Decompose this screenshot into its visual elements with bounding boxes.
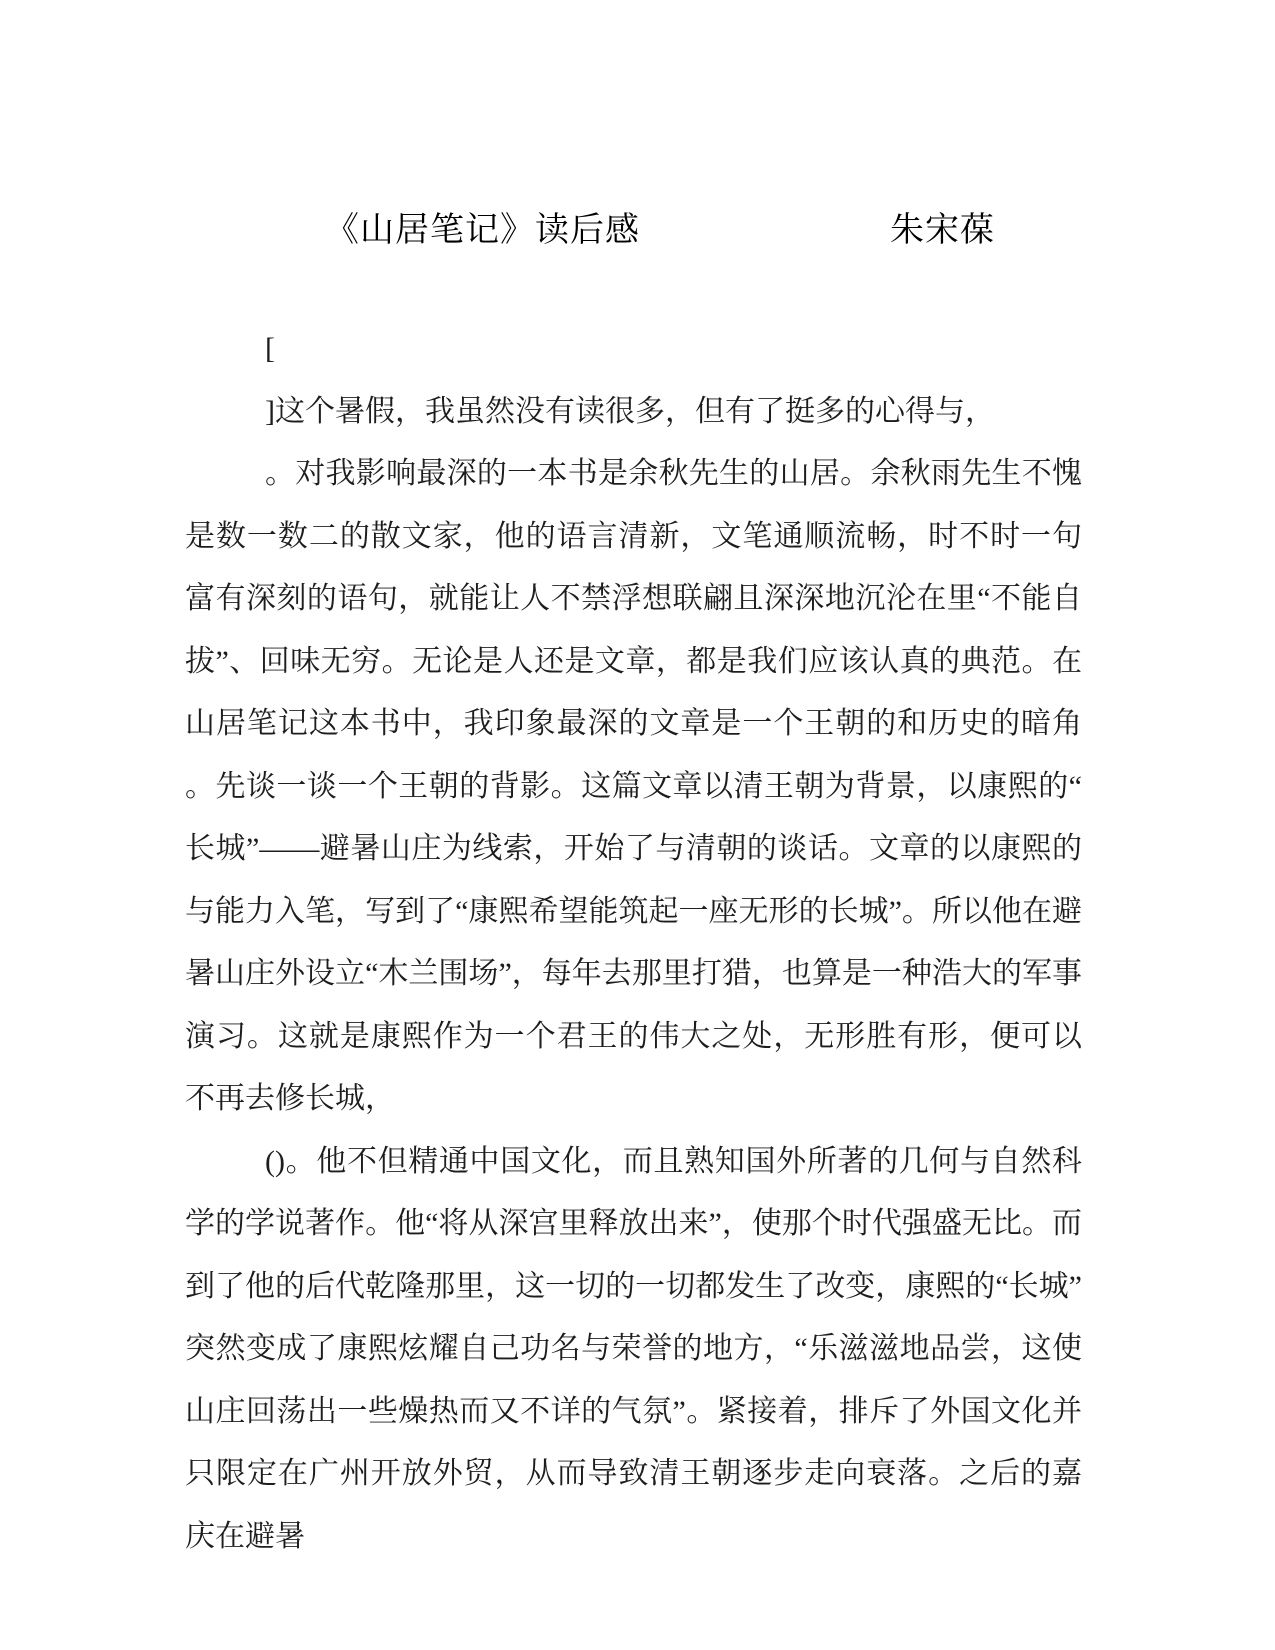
body-paragraph: 。对我影响最深的一本书是余秋先生的山居。余秋雨先生不愧是数一数二的散文家，他的语言清新，文笔通顺流畅，时不时一句富有深刻的语句，就能让人不禁浮想联翩且深深地沉沦在里“不能自拔”、回味无穷。无论是人还是文章，都是我们应该认真的典范。在山居笔记这本书中，我印象最深的文章是一个王朝的和历史的暗角。先谈一谈一个王朝的背影。这篇文章以清王朝为背景，以康熙的“长城”——避暑山庄为线索，开始了与清朝的谈话。文章的以康熙的与能力入笔，写到了“康熙希望能筑起一座无形的长城”。所以他在避暑山庄外设立“木兰围场”，每年去那里打猎，也算是一种浩大的军事演习。这就是康熙作为一个君王的伟大之处，无形胜有形，便可以不再去修长城， xyxy=(185,457,1082,1115)
author-name: 朱宋葆 xyxy=(890,211,995,249)
document-body xyxy=(185,318,1082,1568)
document-title: 《山居笔记》读后感 xyxy=(325,211,640,249)
body-paragraph: ]这个暑假，我虽然没有读很多，但有了挺多的心得与， xyxy=(265,394,995,428)
title-row xyxy=(185,204,1082,256)
body-paragraph: ()。他不但精通中国文化，而且熟知国外所著的几何与自然科学的学说著作。他“将从深宫里释放出来”，使那个时代强盛无比。而到了他的后代乾隆那里，这一切的一切都发生了改变，康熙的“长城”突然变成了康熙炫耀自己功名与荣誉的地方，“乐滋滋地品尝，这使山庄回荡出一些燥热而又不详的气氛”。紧接着，排斥了外国文化并只限定在广州开放外贸，从而导致清王朝逐步走向衰落。之后的嘉庆在避暑 xyxy=(185,1144,1082,1553)
body-paragraph: [ xyxy=(265,332,275,365)
